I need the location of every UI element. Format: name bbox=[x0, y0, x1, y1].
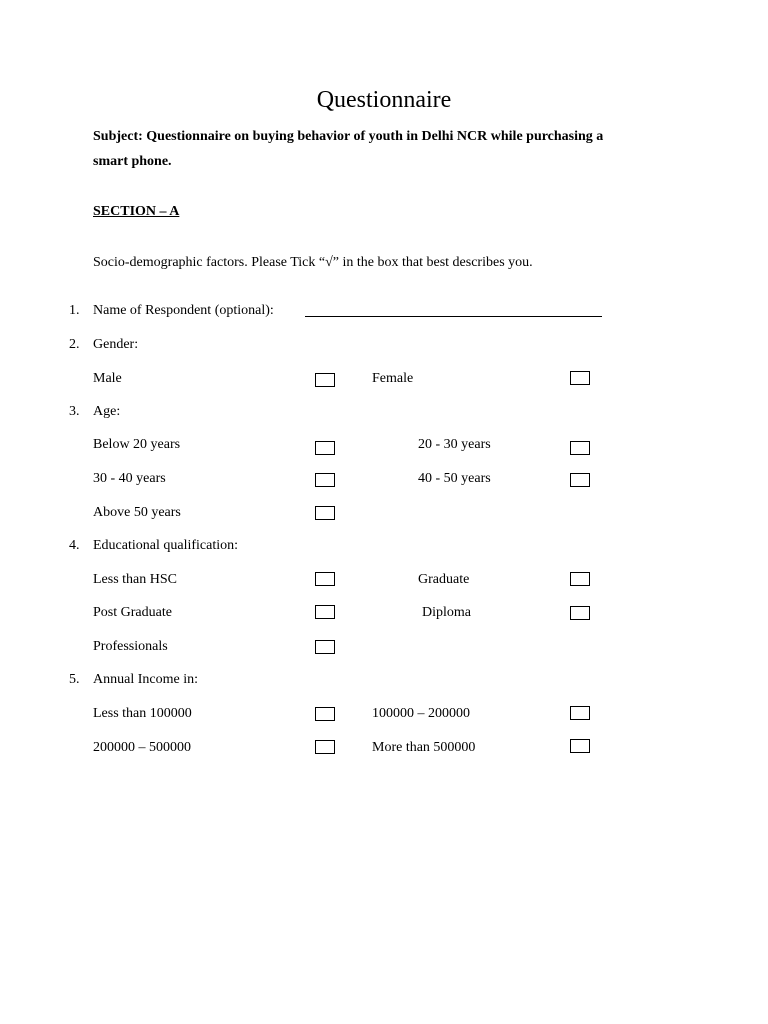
checkbox-less-than-100000[interactable] bbox=[315, 707, 335, 721]
checkbox-graduate[interactable] bbox=[570, 572, 590, 586]
checkbox-post-graduate[interactable] bbox=[315, 605, 335, 619]
option-label: Male bbox=[93, 371, 122, 386]
option-label: Below 20 years bbox=[93, 437, 181, 452]
question-label-age: Age: bbox=[93, 404, 121, 419]
option-label: Above 50 years bbox=[93, 505, 181, 520]
checkbox-200000-500000[interactable] bbox=[315, 740, 335, 754]
option-label: 30 - 40 years bbox=[93, 471, 166, 486]
question-number: 5. bbox=[69, 672, 80, 687]
option-label: Post Graduate bbox=[93, 605, 172, 620]
question-number: 1. bbox=[69, 303, 80, 318]
question-label-gender: Gender: bbox=[93, 337, 139, 352]
question-number: 4. bbox=[69, 538, 80, 553]
checkbox-above-50[interactable] bbox=[315, 506, 335, 520]
checkbox-less-than-hsc[interactable] bbox=[315, 572, 335, 586]
option-label: More than 500000 bbox=[372, 740, 476, 755]
checkbox-diploma[interactable] bbox=[570, 606, 590, 620]
checkbox-more-than-500000[interactable] bbox=[570, 739, 590, 753]
instruction-text: Socio-demographic factors. Please Tick “√” in the box that best describes you. bbox=[93, 255, 533, 270]
option-label: 100000 – 200000 bbox=[372, 706, 470, 721]
name-answer-line[interactable] bbox=[305, 316, 602, 317]
checkbox-male[interactable] bbox=[315, 373, 335, 387]
checkbox-professionals[interactable] bbox=[315, 640, 335, 654]
checkbox-below-20[interactable] bbox=[315, 441, 335, 455]
page-title: Questionnaire bbox=[316, 87, 452, 113]
checkbox-30-40[interactable] bbox=[315, 473, 335, 487]
question-label-income: Annual Income in: bbox=[93, 672, 198, 687]
checkbox-40-50[interactable] bbox=[570, 473, 590, 487]
checkbox-20-30[interactable] bbox=[570, 441, 590, 455]
option-label: Less than HSC bbox=[93, 572, 177, 587]
question-number: 3. bbox=[69, 404, 80, 419]
question-number: 2. bbox=[69, 337, 80, 352]
option-label: 200000 – 500000 bbox=[93, 740, 191, 755]
option-label: Female bbox=[372, 371, 414, 386]
subject-line-1: Subject: Questionnaire on buying behavior of youth in Delhi NCR while purchasing a bbox=[93, 129, 604, 144]
subject-line-2: smart phone. bbox=[93, 154, 172, 169]
option-label: Diploma bbox=[422, 605, 471, 620]
checkbox-female[interactable] bbox=[570, 371, 590, 385]
option-label: Less than 100000 bbox=[93, 706, 192, 721]
question-label-education: Educational qualification: bbox=[93, 538, 239, 553]
section-heading: SECTION – A bbox=[93, 204, 180, 219]
option-label: 40 - 50 years bbox=[418, 471, 491, 486]
option-label: Professionals bbox=[93, 639, 168, 654]
option-label: 20 - 30 years bbox=[418, 437, 491, 452]
option-label: Graduate bbox=[418, 572, 470, 587]
checkbox-100000-200000[interactable] bbox=[570, 706, 590, 720]
question-label-name: Name of Respondent (optional): bbox=[93, 303, 274, 318]
